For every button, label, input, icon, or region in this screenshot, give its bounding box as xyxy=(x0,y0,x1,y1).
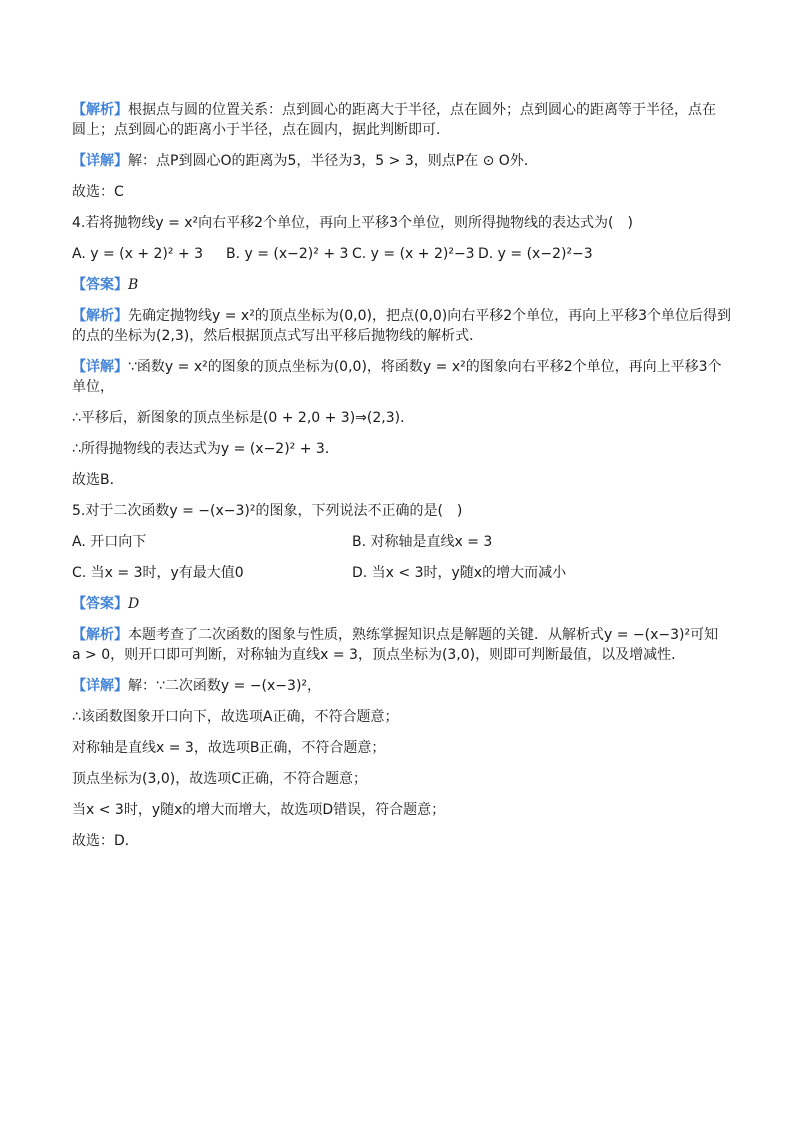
q3-analysis-line-2 xyxy=(72,120,722,140)
q3-choose-text: 故选：C xyxy=(72,184,124,200)
q5-question xyxy=(72,501,722,521)
q5-choose-line xyxy=(72,831,722,851)
q5-options-row-1 xyxy=(72,532,722,552)
detail-tag: 【详解】 xyxy=(72,359,128,375)
q5-step-2-text: 对称轴是直线x = 3，故选项B正确，不符合题意； xyxy=(72,740,386,756)
q5-step-1-text: ∴该函数图象开口向下，故选项A正确，不符合题意； xyxy=(72,709,399,725)
analysis-tag: 【解析】 xyxy=(72,627,128,643)
q4-option-d: D. y = (x−2)²−3 xyxy=(478,246,593,262)
analysis-tag: 【解析】 xyxy=(72,102,128,118)
q3-choose-line xyxy=(72,182,722,202)
q4-option-c: C. y = (x + 2)²−3 xyxy=(352,246,475,262)
q4-analysis-line-2 xyxy=(72,326,722,346)
answer-tag: 【答案】 xyxy=(72,596,128,612)
q5-analysis-line-1 xyxy=(72,625,722,645)
q5-step-3-text: 顶点坐标为(3,0)，故选项C正确，不符合题意； xyxy=(72,771,367,787)
q4-step-1-text: ∴平移后，新图象的顶点坐标是(0 + 2,0 + 3)⇒(2,3)． xyxy=(72,410,415,426)
q5-analysis-line-2 xyxy=(72,645,722,665)
q5-option-d: D. 当x < 3时，y随x的增大而减小 xyxy=(352,565,567,581)
q4-choose-line xyxy=(72,470,722,490)
q5-step-4-text: 当x < 3时，y随x的增大而增大，故选项D错误，符合题意； xyxy=(72,802,446,818)
analysis-tag: 【解析】 xyxy=(72,308,128,324)
q4-answer-line xyxy=(72,275,722,295)
q3-detail-text: 解：点P到圆心O的距离为5，半径为3，5 > 3，则点P在 ⊙ O外． xyxy=(128,153,538,169)
q4-option-a: A. y = (x + 2)² + 3 xyxy=(72,246,204,262)
q4-analysis-text-1: 先确定抛物线y = x²的顶点坐标为(0,0)，把点(0,0)向右平移2个单位，再向上平移3个单位后得到 xyxy=(128,308,732,324)
q3-analysis-text-1: 根据点与圆的位置关系：点到圆心的距离大于半径，点在圆外；点到圆心的距离等于半径，点在 xyxy=(128,102,716,118)
q5-step-4 xyxy=(72,800,722,820)
q4-answer-value: B xyxy=(128,277,139,293)
q5-analysis-text-1: 本题考查了二次函数的图象与性质，熟练掌握知识点是解题的关键．从解析式y = −(x−3)²可知 xyxy=(128,627,719,643)
detail-tag: 【详解】 xyxy=(72,153,128,169)
q4-options xyxy=(72,244,722,264)
q5-answer-value: D xyxy=(128,596,140,612)
q4-question-text: 4.若将抛物线y = x²向右平移2个单位，再向上平移3个单位，则所得抛物线的表达式为( ) xyxy=(72,215,633,231)
document-body xyxy=(72,100,732,862)
q5-answer-line xyxy=(72,594,722,614)
q4-detail-text-2: 单位， xyxy=(72,379,114,395)
q5-analysis-text-2: a > 0，则开口即可判断，对称轴为直线x = 3，顶点坐标为(3,0)，则即可判断最值，以及增减性． xyxy=(72,647,686,663)
q3-detail-line xyxy=(72,151,722,171)
q3-analysis-text-2: 圆上；点到圆心的距离小于半径，点在圆内，据此判断即可． xyxy=(72,122,450,138)
q5-step-1 xyxy=(72,707,722,727)
detail-tag: 【详解】 xyxy=(72,678,128,694)
q4-step-2 xyxy=(72,439,722,459)
q5-step-2 xyxy=(72,738,722,758)
q5-detail-text: 解：∵二次函数y = −(x−3)²， xyxy=(128,678,322,694)
q5-detail-line xyxy=(72,676,722,696)
q4-step-1 xyxy=(72,408,722,428)
q4-choose-text: 故选B． xyxy=(72,472,124,488)
q4-detail-line-2 xyxy=(72,377,722,397)
q5-question-text: 5.对于二次函数y = −(x−3)²的图象，下列说法不正确的是( ) xyxy=(72,503,463,519)
q4-option-b: B. y = (x−2)² + 3 xyxy=(226,246,349,262)
q5-choose-text: 故选：D． xyxy=(72,833,139,849)
q5-options-row-2 xyxy=(72,563,722,583)
q4-step-2-text: ∴所得抛物线的表达式为y = (x−2)² + 3． xyxy=(72,441,339,457)
q5-option-c: C. 当x = 3时，y有最大值0 xyxy=(72,565,244,581)
q4-question xyxy=(72,213,722,233)
q4-analysis-line-1 xyxy=(72,306,732,326)
q5-step-3 xyxy=(72,769,722,789)
answer-tag: 【答案】 xyxy=(72,277,128,293)
q5-option-a: A. 开口向下 xyxy=(72,534,147,550)
q4-detail-line-1 xyxy=(72,357,722,377)
q3-analysis-line-1 xyxy=(72,100,722,120)
q4-analysis-text-2: 的点的坐标为(2,3)，然后根据顶点式写出平移后抛物线的解析式． xyxy=(72,328,484,344)
q4-detail-text-1: ∵函数y = x²的图象的顶点坐标为(0,0)，将函数y = x²的图象向右平移2个单位，再向上平移3个 xyxy=(128,359,722,375)
q5-option-b: B. 对称轴是直线x = 3 xyxy=(352,534,493,550)
